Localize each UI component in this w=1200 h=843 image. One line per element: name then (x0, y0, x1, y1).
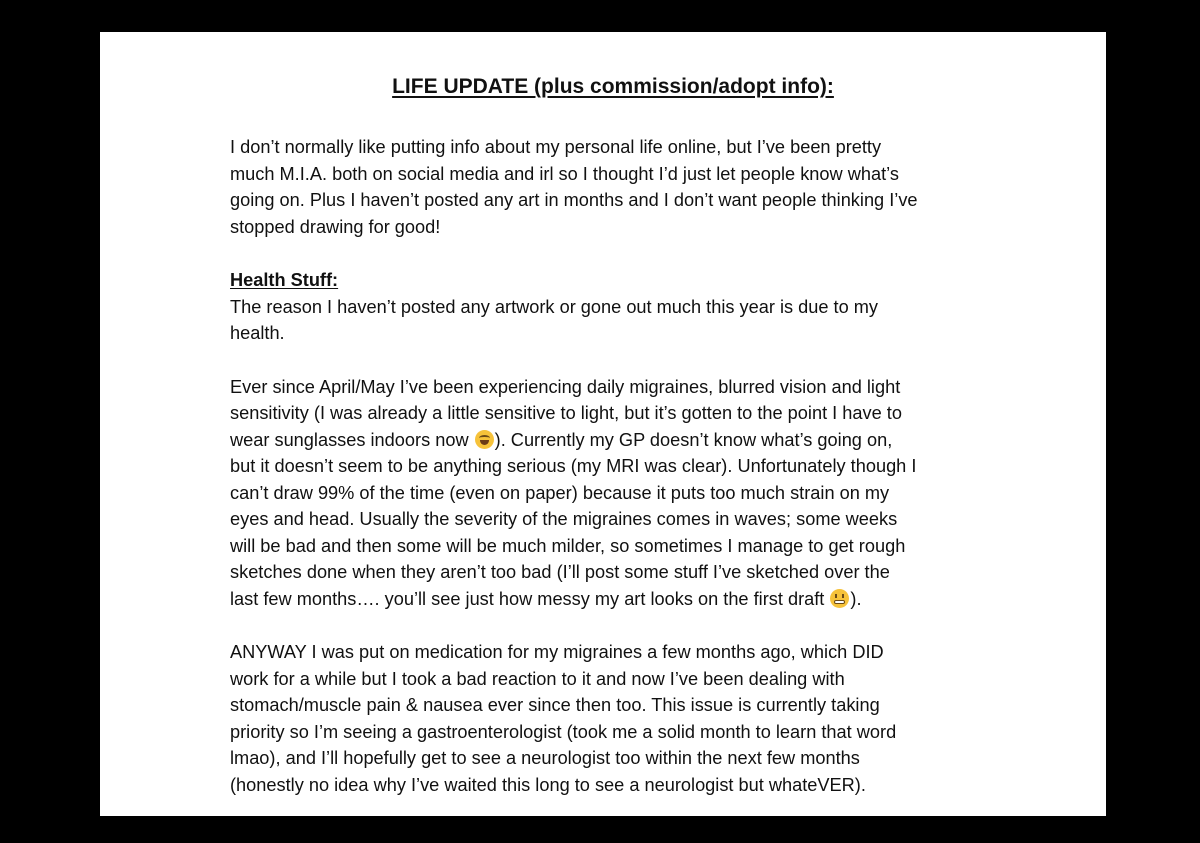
text-line: will be bad and then some will be much milder, so sometimes I manage to get rough (230, 535, 906, 556)
text-segment: ). Currently my GP doesn’t know what’s going on, (494, 429, 893, 450)
text-line (230, 427, 996, 454)
medication-paragraph (230, 639, 996, 798)
grimacing-face-icon (830, 589, 849, 608)
health-heading: Health Stuff: (230, 270, 339, 290)
text-line: (honestly no idea why I’ve waited this long to see a neurologist but whateVER). (230, 774, 866, 795)
face-with-tears-of-joy-icon (475, 430, 494, 449)
text-line: lmao), and I’ll hopefully get to see a neurologist too within the next few months (230, 748, 860, 768)
text-segment: wear sunglasses indoors now (230, 429, 474, 450)
intro-paragraph (230, 134, 996, 240)
text-line: Ever since April/May I’ve been experiencing daily migraines, blurred vision and light (230, 376, 901, 397)
paragraph-gap (230, 240, 996, 267)
text-line: work for a while but I took a bad reaction to it and now I’ve been dealing with (230, 668, 845, 689)
text-line: I don’t normally like putting info about my personal life online, but I’ve been pretty (230, 137, 882, 157)
paragraph-gap (230, 612, 996, 639)
text-segment: ). (850, 588, 862, 609)
text-line: sensitivity (I was already a little sensitive to light, but it’s gotten to the point I have to (230, 403, 902, 423)
text-line: much M.I.A. both on social media and irl so I thought I’d just let people know what’s (230, 163, 899, 184)
text-line: going on. Plus I haven’t posted any art in months and I don’t want people thinking I’ve (230, 190, 918, 210)
text-line: sketches done when they aren’t too bad (I’ll post some stuff I’ve sketched over the (230, 562, 890, 582)
text-line: health. (230, 323, 285, 343)
document-page (100, 32, 1106, 816)
migraine-paragraph (230, 374, 996, 613)
text-line: stomach/muscle pain & nausea ever since then too. This issue is currently taking (230, 695, 880, 715)
text-line: priority so I’m seeing a gastroenterologist (took me a solid month to learn that word (230, 721, 897, 742)
text-segment: last few months…. you’ll see just how messy my art looks on the first draft (230, 588, 830, 609)
health-paragraph (230, 294, 996, 347)
text-line: eyes and head. Usually the severity of the migraines comes in waves; some weeks (230, 509, 898, 529)
text-line: ANYWAY I was put on medication for my migraines a few months ago, which DID (230, 642, 884, 662)
text-line: stopped drawing for good! (230, 216, 441, 237)
text-line: can’t draw 99% of the time (even on paper) because it puts too much strain on my (230, 482, 890, 503)
text-line (230, 586, 996, 613)
paragraph-gap (230, 347, 996, 374)
text-line: but it doesn’t seem to be anything serious (my MRI was clear). Unfortunately though I (230, 456, 917, 476)
document-title: LIFE UPDATE (plus commission/adopt info): (392, 75, 834, 98)
text-line: The reason I haven’t posted any artwork or gone out much this year is due to my (230, 296, 879, 317)
